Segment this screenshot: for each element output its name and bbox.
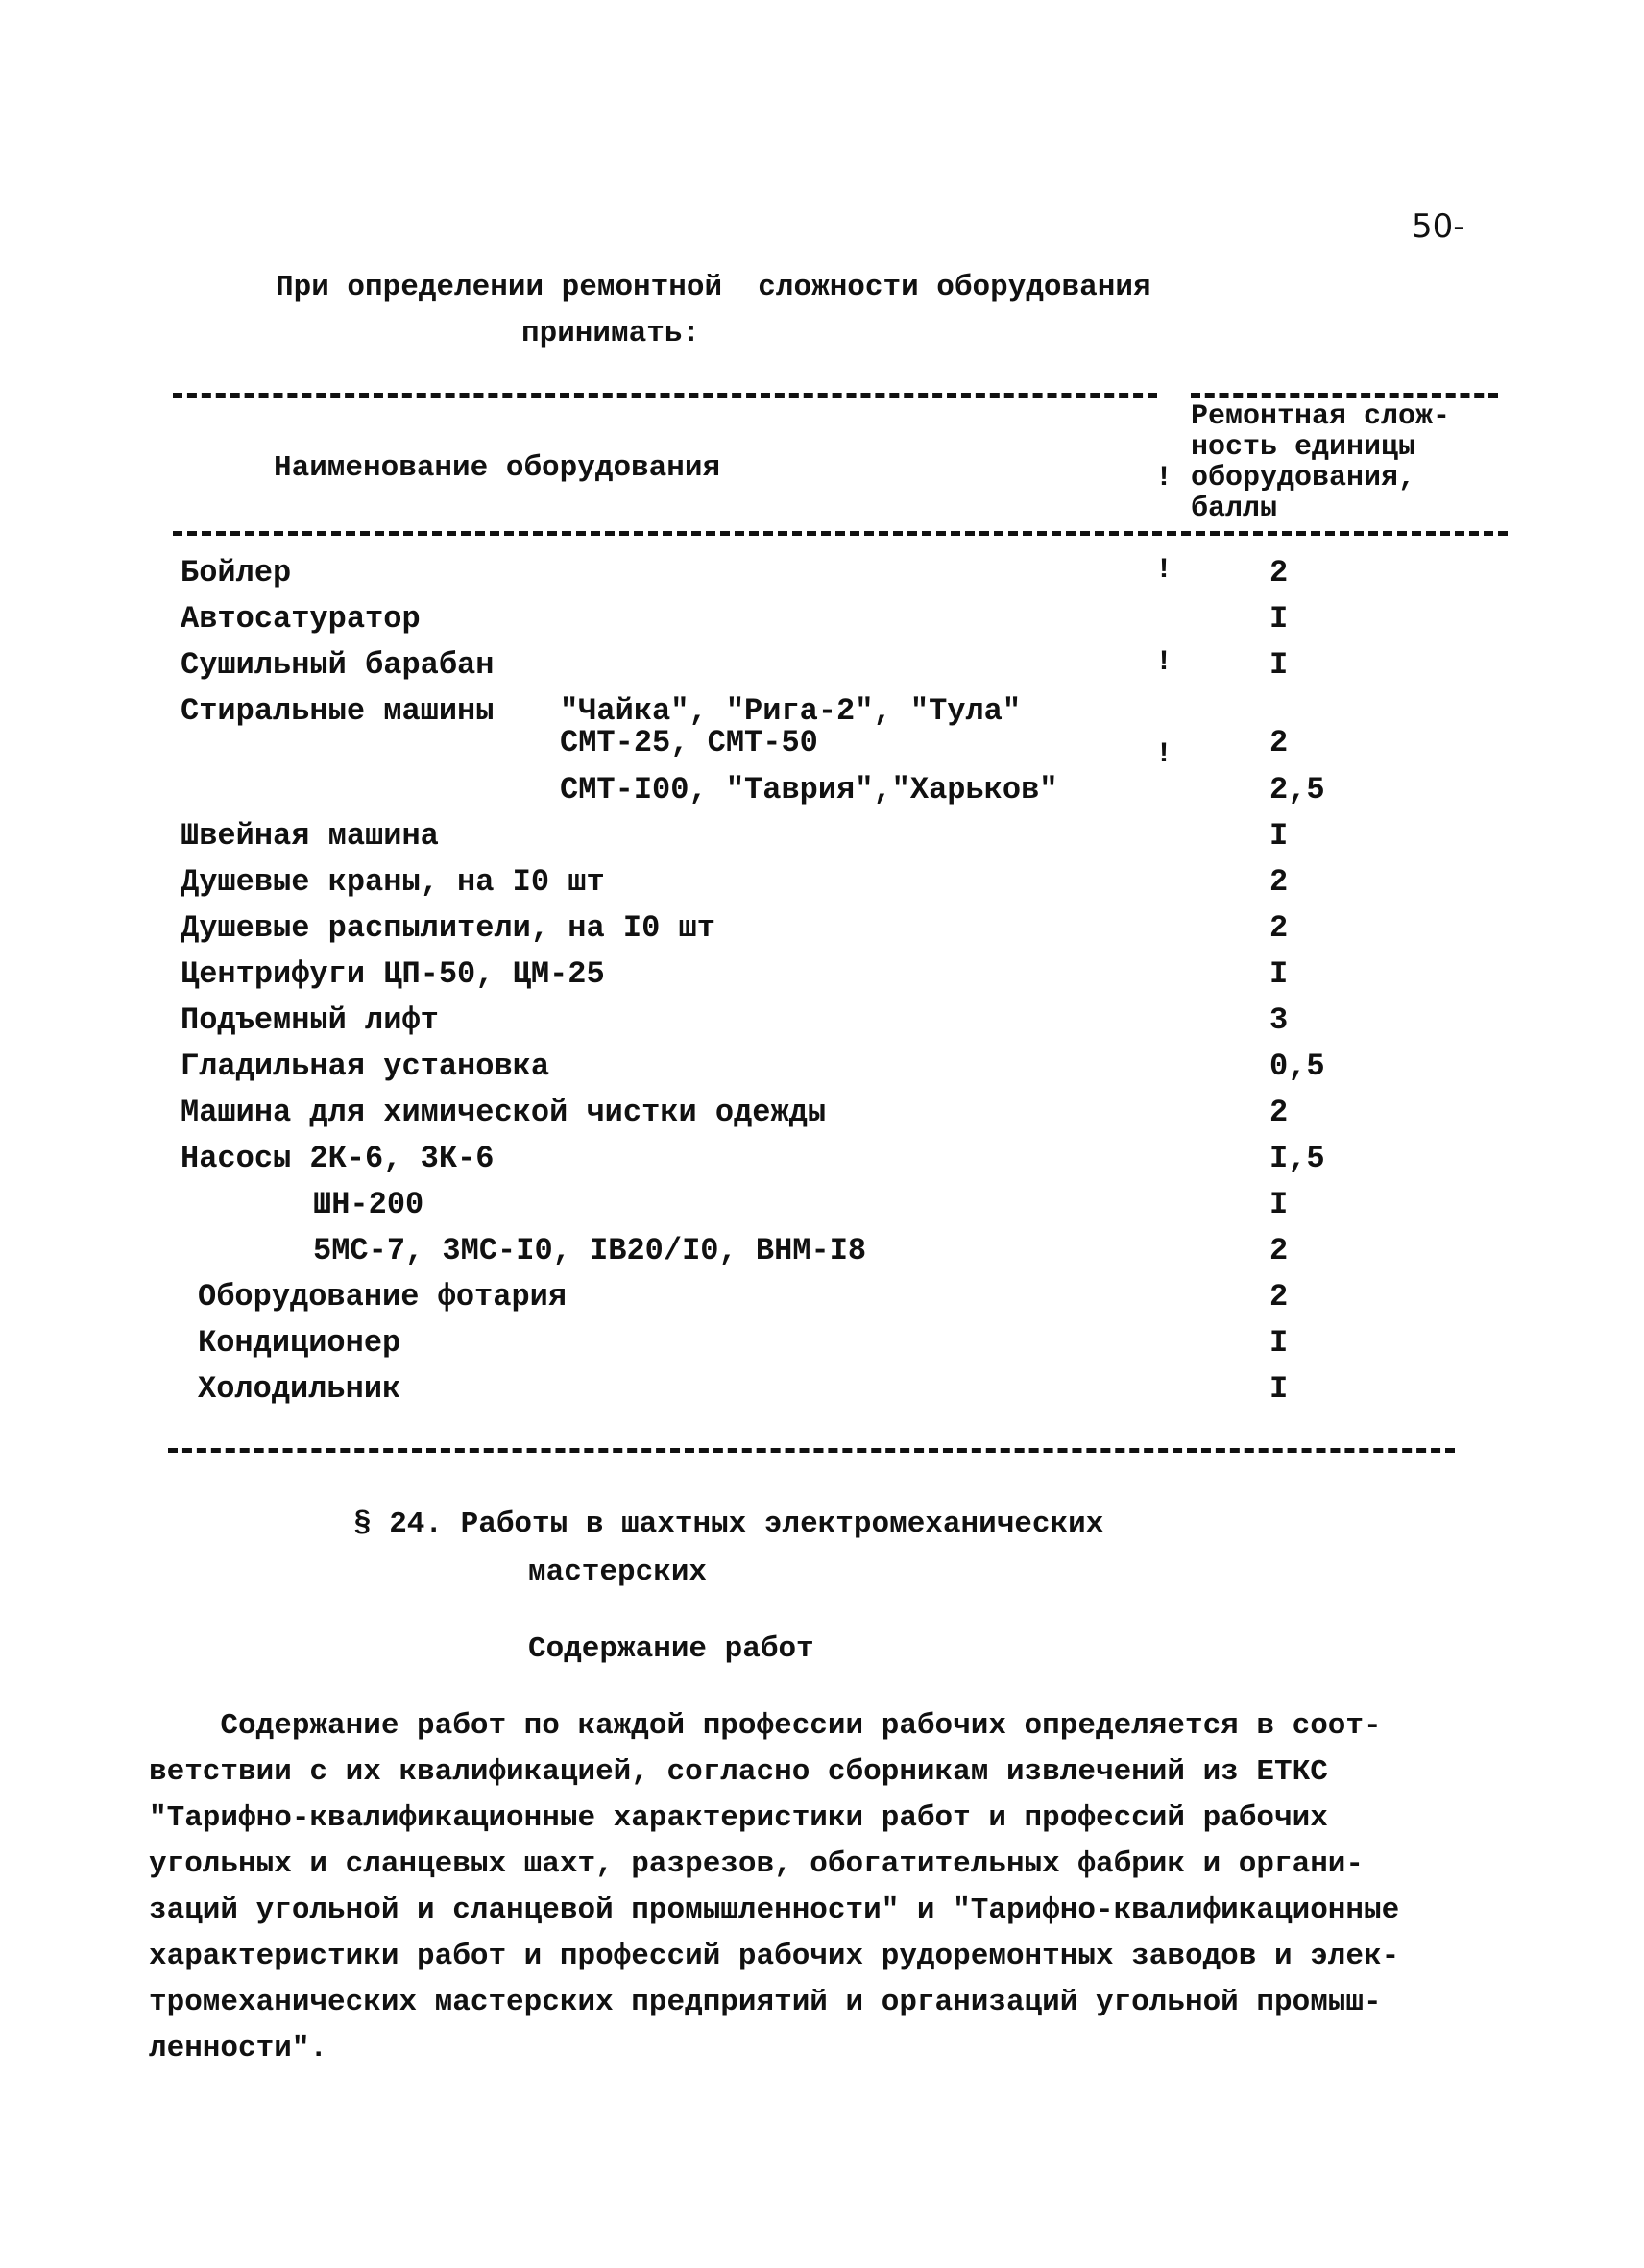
table-row-value: 2 <box>1269 1095 1289 1130</box>
table-row-value: I,5 <box>1269 1141 1325 1176</box>
paragraph-line: Содержание работ по каждой профессии рабочих определяется в соот- <box>149 1709 1382 1743</box>
table-row-value: 2 <box>1269 555 1289 591</box>
intro-line-2: принимать: <box>521 317 701 350</box>
table-row: Стиральные машины <box>181 693 495 729</box>
table-row-value: 2 <box>1269 1279 1289 1315</box>
separator-mark: ! <box>1155 462 1173 495</box>
table-row-value: 2 <box>1269 725 1289 760</box>
table-row: Сушильный барабан <box>181 647 495 683</box>
table-row: Бойлер <box>181 555 292 591</box>
separator-mark: ! <box>1155 646 1173 679</box>
paragraph-line: заций угольной и сланцевой промышленности" и "Тарифно-квалификационные <box>149 1894 1400 1927</box>
paragraph-line: угольных и сланцевых шахт, разрезов, обогатительных фабрик и органи- <box>149 1847 1365 1881</box>
table-row-value: 0,5 <box>1269 1049 1325 1084</box>
paragraph-line: характеристики работ и профессий рабочих рудоремонтных заводов и элек- <box>149 1940 1400 1973</box>
table-row-value: I <box>1269 1371 1289 1407</box>
table-row: ШН-200 <box>313 1187 424 1222</box>
table-row-value: 3 <box>1269 1002 1289 1038</box>
table-row-value: 2 <box>1269 864 1289 900</box>
table-row: Гладильная установка <box>181 1049 550 1084</box>
table-row-model: СМТ-I00, "Таврия","Харьков" <box>560 772 1058 808</box>
table-row: Машина для химической чистки одежды <box>181 1095 827 1130</box>
paragraph-line: ленности". <box>149 2032 328 2065</box>
separator-mark: ! <box>1155 554 1173 587</box>
paragraph-line: "Тарифно-квалификационные характеристики работ и профессий рабочих <box>149 1801 1328 1835</box>
table-row: Холодильник <box>198 1371 401 1407</box>
header-score-line: ность единицы <box>1191 431 1416 464</box>
table-row-value: 2 <box>1269 1233 1289 1268</box>
table-row-model: "Чайка", "Рига-2", "Тула" <box>560 693 1022 729</box>
table-row-value: 2 <box>1269 910 1289 946</box>
table-row-value: I <box>1269 956 1289 992</box>
table-row: Швейная машина <box>181 818 439 854</box>
header-score-line: Ремонтная слож- <box>1191 400 1451 433</box>
table-row-value: I <box>1269 647 1289 683</box>
section-title-continued: мастерских <box>528 1556 708 1589</box>
table-row: Оборудование фотария <box>198 1279 568 1315</box>
table-row: Душевые распылители, на I0 шт <box>181 910 715 946</box>
separator-mark: ! <box>1155 738 1173 771</box>
paragraph-line: тромеханических мастерских предприятий и организаций угольной промыш- <box>149 1986 1382 2019</box>
section-subtitle: Содержание работ <box>528 1632 814 1666</box>
table-row-value: I <box>1269 601 1289 637</box>
paragraph-line: ветствии с их квалификацией, согласно сборникам извлечений из ЕТКС <box>149 1755 1328 1789</box>
table-row-value: I <box>1269 1187 1289 1222</box>
section-title: § 24. Работы в шахтных электромеханических <box>353 1508 1104 1541</box>
table-row: Подъемный лифт <box>181 1002 439 1038</box>
table-row-value: I <box>1269 1325 1289 1361</box>
table-row: Центрифуги ЦП-50, ЦМ-25 <box>181 956 605 992</box>
table-row-model: СМТ-25, СМТ-50 <box>560 725 818 760</box>
page-number: 50- <box>1412 207 1465 246</box>
header-name-column: Наименование оборудования <box>274 451 721 485</box>
table-row: Автосатуратор <box>181 601 421 637</box>
table-row-value: 2,5 <box>1269 772 1325 808</box>
table-row: Душевые краны, на I0 шт <box>181 864 605 900</box>
table-row: 5МС-7, 3МС-I0, IB20/I0, ВНМ-I8 <box>313 1233 867 1268</box>
header-score-line: баллы <box>1191 493 1278 525</box>
table-bottom-rule <box>168 1448 1455 1453</box>
table-row-value: I <box>1269 818 1289 854</box>
table-row: Кондиционер <box>198 1325 401 1361</box>
header-score-line: оборудования, <box>1191 462 1416 495</box>
intro-line-1: При определении ремонтной сложности оборудования <box>276 271 1151 304</box>
table-row: Насосы 2К-6, 3К-6 <box>181 1141 495 1176</box>
